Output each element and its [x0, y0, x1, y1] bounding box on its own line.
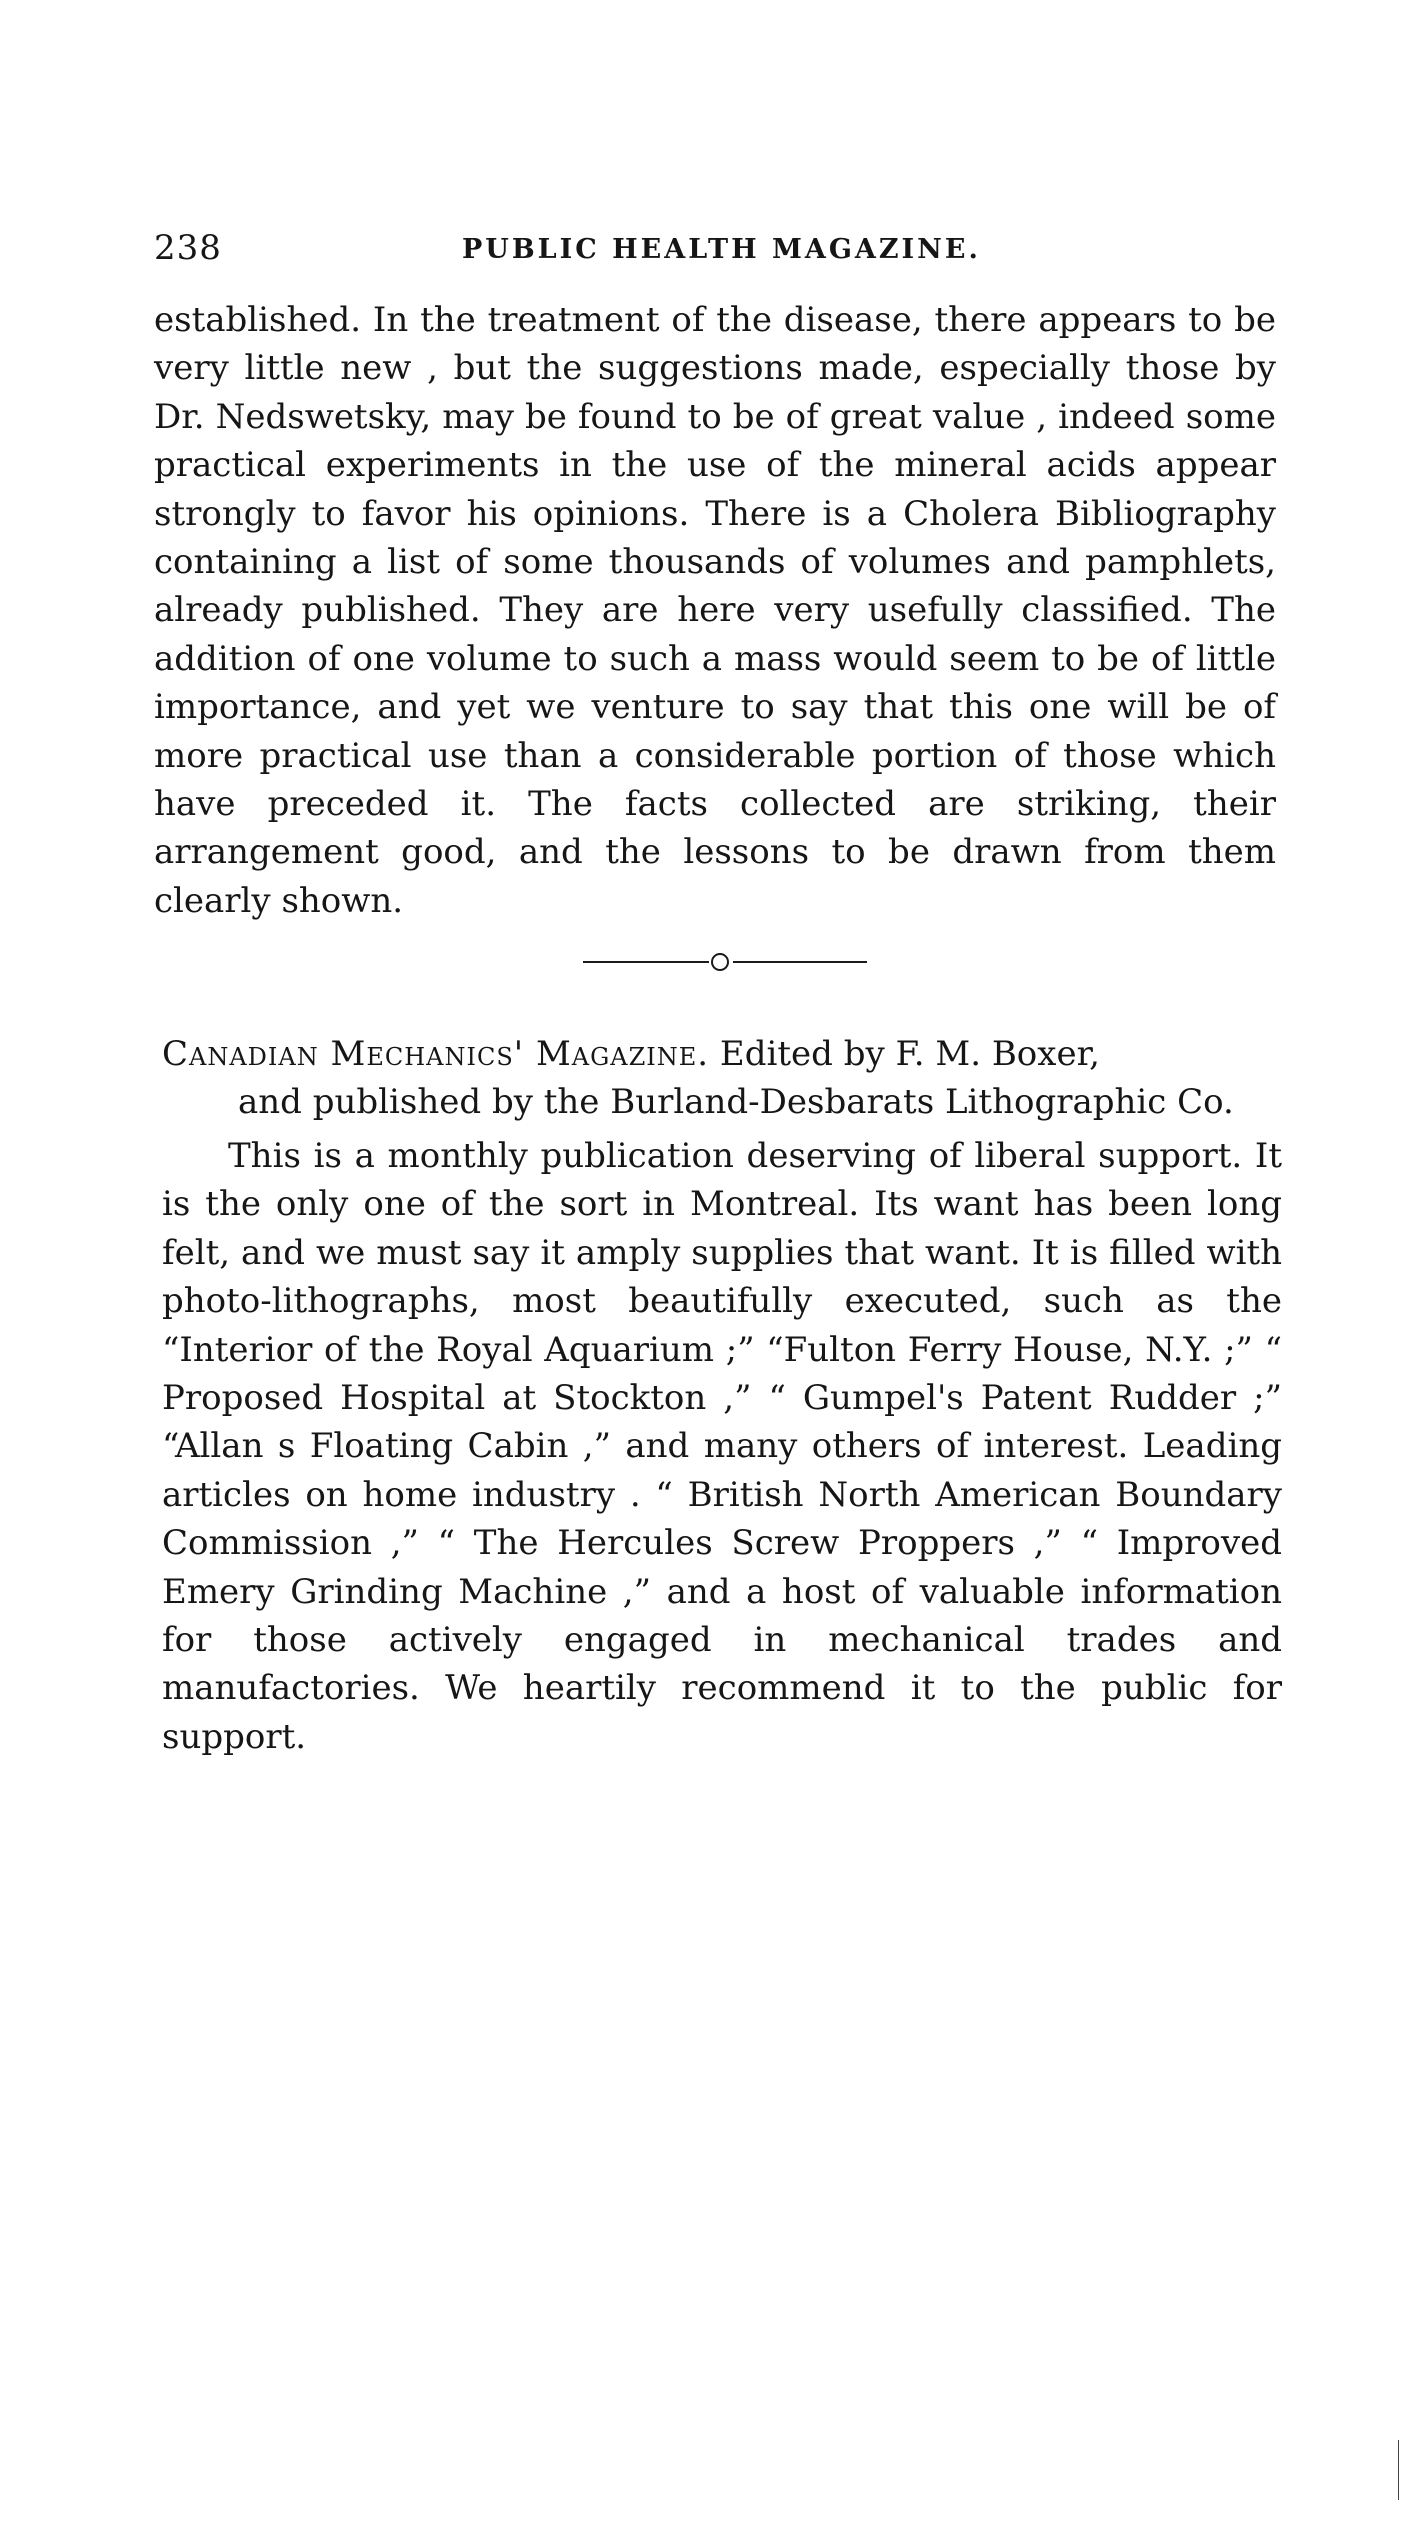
- review-title: Canadian Mechanics' Magazine.: [162, 1034, 710, 1074]
- page-header: [154, 228, 1034, 272]
- page-number: 238: [154, 228, 222, 268]
- review-heading-line-1: [162, 1030, 1282, 1078]
- section-divider: [583, 950, 867, 974]
- divider-ornament-icon: [711, 953, 729, 971]
- body-paragraph-cholera: established. In the treatment of the disease, there appears to be very little new , but the suggestions made, especially those by Dr. Nedswetsky, may be found to be of great value , indeed some practical experiments in the use of the mineral acids appear strongly to favor his opinions. There is a Cholera Bibliography containing a list of some thousands of volumes and pamphlets, already published. They are here very usefully classified. The addition of one volume to such a mass would seem to be of little importance, and yet we venture to say that this one will be of more practical use than a considerable portion of those which have preceded it. The facts collected are striking, their arrangement good, and the lessons to be drawn from them clearly shown.: [154, 300, 1276, 921]
- review-heading: [162, 1030, 1282, 1126]
- margin-mark: [1398, 2440, 1399, 2500]
- review-byline: Edited by F. M. Boxer,: [719, 1034, 1100, 1074]
- running-head: PUBLIC HEALTH MAGAZINE.: [462, 234, 981, 265]
- review-publisher: and published by the Burland-Desbarats Lithographic Co.: [238, 1082, 1234, 1122]
- divider-rule-right: [733, 961, 867, 963]
- body-paragraph-review: This is a monthly publication deserving of liberal support. It is the only one of the sort in Montreal. Its want has been long felt, and we must say it amply supplies that want. It is filled with photo-lithographs, most beautifully executed, such as the “Interior of the Royal Aquarium ;” “Fulton Ferry House, N.Y. ;” “ Proposed Hospital at Stockton ,” “ Gumpel's Patent Rudder ;” “Allan s Floating Cabin ,” and many others of interest. Leading articles on home industry . “ British North American Boundary Commission ,” “ The Hercules Screw Proppers ,” “ Improved Emery Grinding Machine ,” and a host of valuable information for those actively engaged in mechanical trades and manufactories. We heartily recommend it to the public for support.: [162, 1136, 1282, 1757]
- divider-rule-left: [583, 961, 709, 963]
